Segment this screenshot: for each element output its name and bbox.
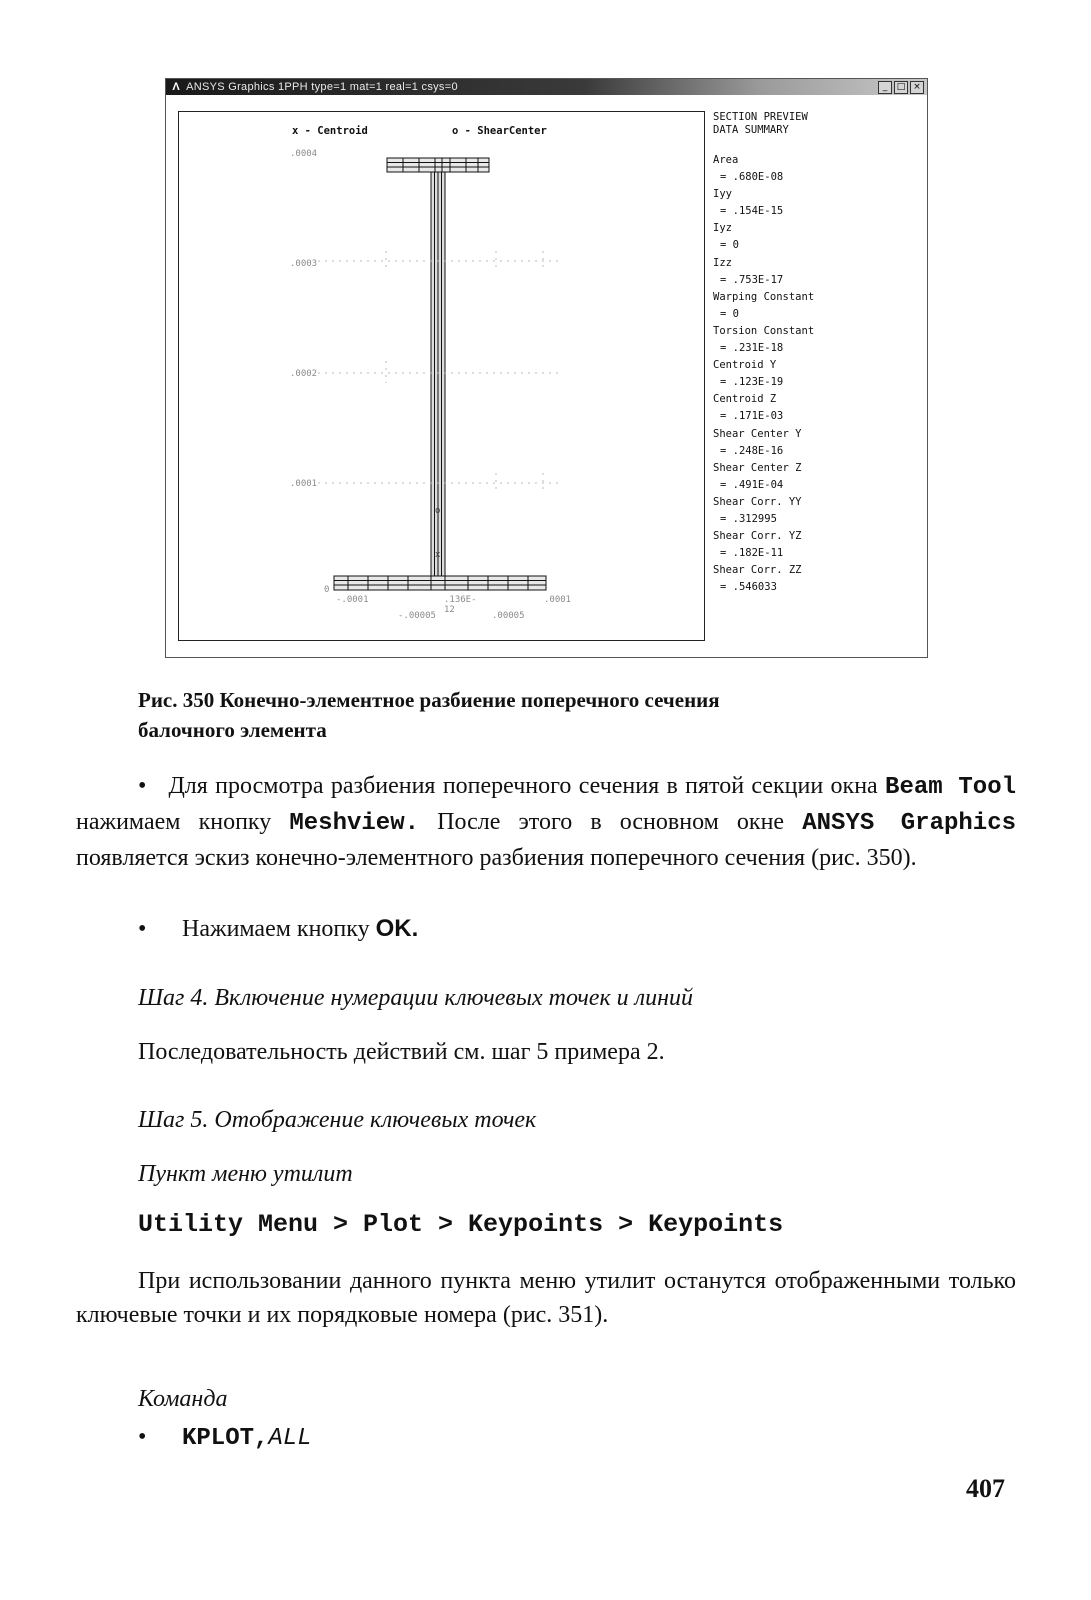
property-name: Shear Center Y: [713, 427, 802, 440]
property-name: Centroid Z: [713, 393, 777, 406]
property-value: = .182E-11: [720, 547, 784, 560]
text-run: появляется эскиз конечно-элементного разбиения поперечного сечения (рис. 350).: [76, 845, 917, 871]
window-titlebar: [166, 79, 927, 95]
text-run: Нажимаем кнопку: [182, 916, 376, 942]
meshview-term: Meshview.: [289, 810, 419, 837]
property-name: Shear Corr. ZZ: [713, 564, 802, 577]
bullet-marker: •: [138, 773, 169, 799]
ansys-logo-icon: Λ: [172, 81, 180, 93]
property-value: = .491E-04: [720, 478, 784, 491]
property-name: Area: [713, 154, 739, 166]
property-name: Warping Constant: [713, 290, 815, 303]
maximize-button[interactable]: □: [894, 81, 908, 94]
text-run: После этого в основном окне: [419, 809, 803, 835]
property-value: = .312995: [720, 512, 777, 525]
bullet-marker: •: [138, 1424, 147, 1450]
figure-caption: [138, 685, 938, 745]
caption-line: балочного элемента: [138, 718, 327, 742]
property-value: = .171E-03: [720, 410, 784, 423]
panel-header-line: DATA SUMMARY: [713, 124, 789, 136]
caption-line: Рис. 350 Конечно-элементное разбиение поперечного сечения: [138, 688, 720, 712]
close-button[interactable]: ×: [910, 81, 924, 94]
property-value: = .154E-15: [720, 205, 784, 218]
step4-text: Последовательность действий см. шаг 5 примера 2.: [138, 1039, 665, 1065]
y-tick: .0001: [290, 479, 318, 489]
top-flange: [387, 158, 489, 172]
property-value: = 0: [720, 239, 739, 252]
step5-heading: Шаг 5. Отображение ключевых точек: [138, 1107, 537, 1133]
bullet-ok: [138, 912, 418, 946]
property-value: = .753E-17: [720, 273, 784, 286]
window-controls: [878, 81, 924, 94]
ansys-graphics-term: ANSYS Graphics: [802, 810, 1017, 837]
property-name: Shear Corr. YY: [713, 495, 802, 508]
x-tick: -.0001: [336, 595, 369, 605]
text-run: нажимаем кнопку: [76, 809, 290, 835]
legend-shear-center: o - ShearCenter: [452, 125, 547, 137]
property-value: = .231E-18: [720, 342, 784, 355]
command-line: [138, 1420, 312, 1456]
x-tick: .0001: [544, 595, 572, 605]
step4-heading: Шаг 4. Включение нумерации ключевых точек и линий: [138, 985, 694, 1011]
y-tick: 0: [324, 585, 330, 595]
property-name: Centroid Y: [713, 359, 777, 372]
i-beam-mesh: [334, 158, 546, 590]
property-name: Torsion Constant: [713, 324, 815, 337]
command-label: Команда: [138, 1386, 228, 1412]
beam-tool-term: Beam Tool: [885, 774, 1017, 801]
menu-label: Пункт меню утилит: [138, 1161, 353, 1187]
bullet-marker: •: [138, 916, 147, 942]
property-value: = .546033: [720, 581, 777, 594]
y-tick: .0003: [290, 259, 318, 269]
property-name: Izz: [713, 256, 732, 269]
property-value: = 0: [720, 307, 739, 320]
window-title: ANSYS Graphics 1PPH type=1 mat=1 real=1 csys=0: [186, 81, 458, 93]
section-data-summary: [713, 111, 918, 596]
property-name: Shear Center Z: [713, 461, 802, 474]
property-value: = .680E-08: [720, 171, 784, 184]
step5-paragraph: При использовании данного пункта меню утилит останутся отображенными только ключевые точки и их порядковые номера (рис. 351).: [76, 1268, 1016, 1328]
property-value: = .248E-16: [720, 444, 784, 457]
property-value: = .123E-19: [720, 376, 784, 389]
command-name: KPLOT,: [182, 1425, 269, 1452]
menu-path: Utility Menu > Plot > Keypoints > Keypoints: [138, 1210, 784, 1239]
y-tick: .0004: [290, 149, 318, 159]
x-tick: .136E-12: [444, 595, 477, 615]
property-name: Shear Corr. YZ: [713, 530, 802, 543]
bottom-flange: [334, 576, 546, 590]
property-name: Iyz: [713, 222, 732, 235]
property-name: Iyy: [713, 188, 732, 201]
shear-center-marker: o: [435, 506, 441, 516]
centroid-marker: x: [435, 550, 441, 560]
ansys-graphics-window: [165, 78, 928, 658]
command-argument: ALL: [268, 1425, 312, 1452]
y-tick: .0002: [290, 369, 318, 379]
page-number: 407: [966, 1474, 1005, 1503]
ok-term: OK.: [375, 915, 419, 942]
minimize-button[interactable]: _: [878, 81, 892, 94]
section-mesh-plot: [178, 111, 705, 641]
x-tick: -.00005: [398, 611, 436, 621]
text-run: Для просмотра разбиения поперечного сечения в пятой секции окна: [168, 773, 886, 799]
legend-centroid: x - Centroid: [292, 125, 368, 137]
bullet-paragraph-meshview: [76, 769, 1016, 875]
x-tick: .00005: [492, 611, 525, 621]
panel-header-line: SECTION PREVIEW: [713, 111, 808, 123]
